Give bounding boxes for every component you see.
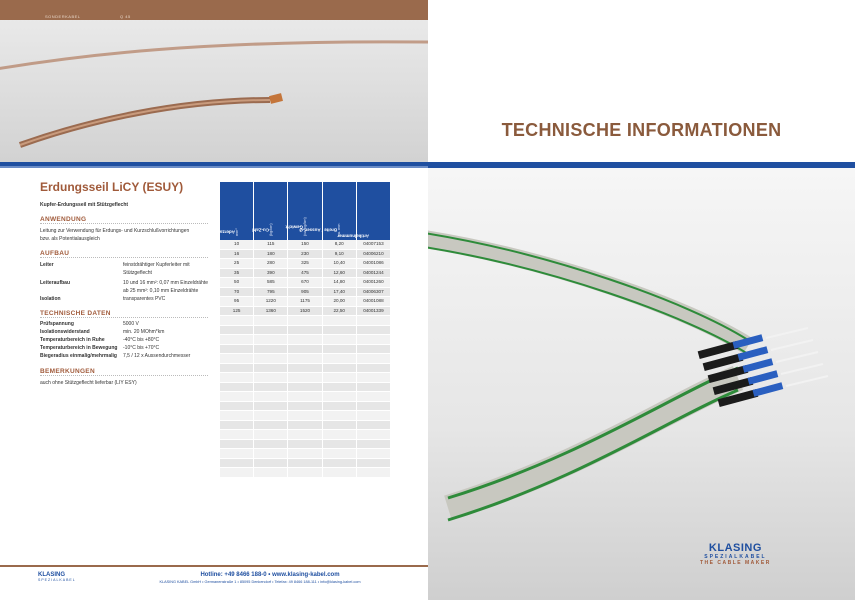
logo-tagline: THE CABLE MAKER [700,560,771,566]
table-cell [288,316,322,325]
table-cell [323,459,357,468]
table-row-empty [220,402,390,412]
table-cell [288,421,322,430]
cable-photo-left [0,0,428,162]
table-cell [220,402,254,411]
table-cell: 04006307 [363,288,384,294]
table-cell: 70 [220,288,254,297]
aufbau-value-2: ab 25 mm²: 0,10 mm Einzeldrähte [123,288,199,294]
table-cell: 795 [254,288,288,297]
column-header: Gewicht (ca. kg/km) [288,182,322,240]
table-row [220,278,390,288]
table-cell [357,354,390,363]
copper-cable-illustration [0,0,428,162]
table-cell [323,354,357,363]
tech-value: 5000 V [123,321,139,327]
table-cell [357,364,390,373]
table-row-empty [220,459,390,469]
table-cell [254,468,288,477]
table-cell [254,316,288,325]
table-cell [357,449,390,458]
table-cell [220,421,254,430]
table-cell: 280 [254,259,288,268]
table-cell [220,335,254,344]
table-cell [254,402,288,411]
divider-band-light [0,166,428,168]
table-row [220,288,390,298]
table-body [220,240,390,478]
table-cell [357,316,390,325]
table-cell: 22,50 [323,307,357,316]
column-header: Breite / Aussen-Ø ca. mm [323,182,357,240]
table-cell [220,411,254,420]
table-cell [288,440,322,449]
table-cell [357,421,390,430]
table-row [220,307,390,317]
table-cell [288,354,322,363]
table-cell [254,421,288,430]
table-cell [323,364,357,373]
table-cell: 04001088 [363,298,384,303]
table-cell: 9,10 [323,250,357,259]
table-cell [323,402,357,411]
table-cell [254,373,288,382]
table-cell [323,383,357,392]
table-cell [288,468,322,477]
table-row [220,250,390,260]
table-cell [288,326,322,335]
table-cell [254,411,288,420]
bemerkungen-text: auch ohne Stützgeflecht lieferbar (LIY ESY) [40,380,137,386]
table-cell [254,383,288,392]
table-row-empty [220,326,390,336]
section-heading-technische-daten: TECHNISCHE DATEN [40,310,208,318]
table-cell [220,440,254,449]
page-ref: Q 45 [120,14,131,19]
table-cell [220,364,254,373]
table-cell: 1520 [288,307,322,316]
table-row-empty [220,345,390,355]
table-cell: 585 [254,278,288,287]
table-row-empty [220,440,390,450]
table-row-empty [220,468,390,478]
table-cell [254,345,288,354]
table-cell: 10,40 [323,259,357,268]
table-cell: 17,40 [323,288,357,297]
table-cell: 1175 [288,297,322,306]
flat-cable-photo [428,168,855,600]
table-row-empty [220,392,390,402]
table-cell [323,316,357,325]
section-heading-aufbau: AUFBAU [40,250,208,258]
table-cell: 475 [288,269,322,278]
table-cell: 25 [220,259,254,268]
table-cell: 10 [220,240,254,249]
table-row [220,240,390,250]
table-row-empty [220,373,390,383]
tech-value: -10°C bis +70°C [123,345,160,351]
table-cell: 20,00 [323,297,357,306]
table-cell [220,459,254,468]
table-cell: 04007153 [363,241,384,246]
column-header: Artikelnummer [337,233,370,239]
footer-hotline: Hotline: +49 8466 188-0 • www.klasing-kabel.com [200,572,340,578]
table-cell: 670 [288,278,322,287]
spec-table [185,182,390,478]
tech-value: -40°C bis +80°C [123,337,160,343]
table-cell [220,345,254,354]
table-cell: 14,80 [323,278,357,287]
table-cell: 390 [254,269,288,278]
product-subtitle: Kupfer-Erdungsseil mit Stützgeflecht [40,202,129,208]
section-heading-anwendung: ANWENDUNG [40,216,208,224]
top-bar [0,0,428,20]
table-cell [288,364,322,373]
table-cell: 04006210 [363,250,384,256]
table-cell: 180 [254,250,288,259]
table-row [220,297,390,307]
tech-label: Biegeradius einmalig/mehrmalig [40,353,117,359]
aufbau-value: 10 und 16 mm²: 0,07 mm Einzeldrähte [123,280,209,286]
aufbau-label: Leiter [40,262,54,268]
table-cell [288,335,322,344]
table-cell [357,468,390,477]
table-cell [220,373,254,382]
tech-label: Prüfspannung [40,321,74,327]
table-row-empty [220,316,390,326]
table-cell [220,316,254,325]
table-row [220,259,390,269]
table-cell: 125 [220,307,254,316]
table-cell [323,430,357,439]
table-cell [357,383,390,392]
tech-label: Temperaturbereich in Bewegung [40,345,118,351]
table-cell: 04001339 [363,307,384,313]
section-label: SONDERKABEL [45,14,81,19]
logo-sub: SPEZIALKABEL [704,554,767,560]
table-row-empty [220,411,390,421]
tech-label: Isolationswiderstand [40,329,90,335]
table-cell [254,354,288,363]
table-cell: 04001244 [363,269,384,275]
table-cell [288,430,322,439]
table-cell: 04001086 [363,260,384,265]
logo-sub: SPEZIALKABEL [38,578,76,582]
table-cell [254,440,288,449]
table-cell [323,326,357,335]
table-cell: 12,60 [323,269,357,278]
table-cell [323,411,357,420]
table-header [185,182,390,240]
aufbau-label: Isolation [40,296,61,302]
klasing-logo-small [38,572,76,582]
table-cell: 115 [254,240,288,249]
klasing-logo [700,542,771,566]
table-row-empty [220,364,390,374]
logo-name: KLASING [708,542,762,554]
table-cell [323,392,357,401]
table-cell: 95 [220,297,254,306]
footer-address: KLASING KABEL GmbH • Germanenstraße 1 • 85095 Denkendorf • Telefax: 49 8466 188-111 • info@klasing-kabel.com [159,580,361,584]
table-cell [357,440,390,449]
aufbau-value-2: Stützgeflecht [123,270,152,276]
table-cell [323,468,357,477]
table-cell: 325 [288,259,322,268]
table-cell: 16 [220,250,254,259]
tech-value: min. 20 MOhm*km [123,329,165,335]
table-cell [288,383,322,392]
table-cell [357,402,390,411]
table-cell [323,421,357,430]
table-cell [220,392,254,401]
anwendung-text: Leitung zur Verwendung für Erdungs- und Kurzschlußvorrichtungen [40,228,190,234]
table-cell [323,335,357,344]
column-header: Aderzahl x Querschnitt mm² [220,182,254,240]
table-cell [357,326,390,335]
table-row [220,269,390,279]
table-cell [357,335,390,344]
table-cell [357,459,390,468]
table-cell [288,373,322,382]
table-cell [357,430,390,439]
anwendung-text-2: bzw. als Potentialausgleich [40,236,100,242]
table-cell: 04001260 [363,279,384,284]
product-title: Erdungsseil LiCY (ESUY) [40,180,184,194]
table-cell [357,411,390,420]
table-row-empty [220,383,390,393]
table-cell [323,449,357,458]
table-cell [357,373,390,382]
table-cell [323,373,357,382]
table-cell: 8,20 [323,240,357,249]
table-cell: 35 [220,269,254,278]
table-cell [220,326,254,335]
table-cell [220,468,254,477]
table-cell [254,326,288,335]
table-cell: 150 [288,240,322,249]
table-row-empty [220,449,390,459]
table-row-empty [220,354,390,364]
table-cell [357,345,390,354]
page-title: TECHNISCHE INFORMATIONEN [501,120,782,140]
footer-divider [0,565,428,567]
table-cell: 230 [288,250,322,259]
tech-value: 7,5 / 12 x Aussendurchmesser [123,353,191,359]
aufbau-value: transparentes PVC [123,296,166,302]
table-cell [220,354,254,363]
table-cell [220,383,254,392]
aufbau-label: Leiteraufbau [40,280,71,286]
table-row-empty [220,335,390,345]
table-cell [288,345,322,354]
table-cell [254,459,288,468]
table-cell [288,392,322,401]
column-header: Cu-Zahl (kg/km) [254,182,288,240]
flat-cable-illustration [428,168,855,600]
table-cell [254,335,288,344]
section-heading-bemerkungen: BEMERKUNGEN [40,368,208,376]
tech-label: Temperaturbereich in Ruhe [40,337,105,343]
table-cell [220,449,254,458]
aufbau-value: feinstdrähtiger Kupferleiter mit [123,262,190,268]
table-row-empty [220,430,390,440]
table-cell [288,449,322,458]
table-cell: 1360 [254,307,288,316]
table-cell [254,392,288,401]
logo-name: KLASING [38,572,65,578]
table-cell [357,392,390,401]
table-cell: 1220 [254,297,288,306]
table-cell [323,440,357,449]
table-cell [254,449,288,458]
table-cell: 905 [288,288,322,297]
table-cell [254,430,288,439]
table-cell [254,364,288,373]
table-cell [288,402,322,411]
table-cell [288,411,322,420]
table-cell [220,430,254,439]
table-cell [323,345,357,354]
table-cell [288,459,322,468]
table-cell: 50 [220,278,254,287]
table-row-empty [220,421,390,431]
